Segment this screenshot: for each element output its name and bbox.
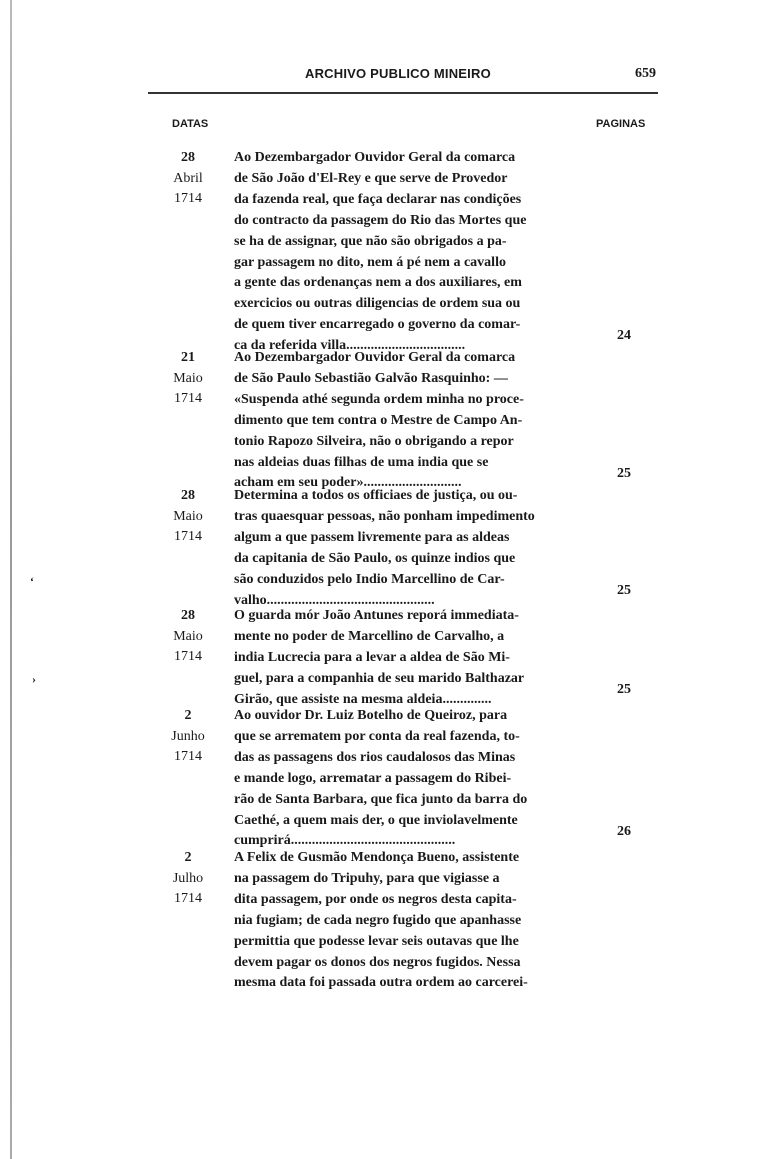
text-line: exercicios ou outras diligencias de ordem sua ou (234, 296, 521, 312)
text-line: Determina a todos os officiaes de justiça, ou ou- (234, 488, 518, 503)
text-line: devem pagar os donos dos negros fugidos. Nessa (234, 954, 521, 970)
text-line: nas aldeias duas filhas de uma india que se (234, 454, 489, 470)
text-line: permittia que podesse levar seis outavas que lhe (234, 933, 519, 949)
entry-date (140, 848, 236, 910)
entry-text (234, 486, 592, 611)
date-month: Junho (171, 728, 205, 744)
date-day: 28 (181, 608, 195, 623)
running-title: ARCHIVO PUBLICO MINEIRO (305, 66, 491, 81)
text-line: india Lucrecia para a levar a aldea de São Mi- (234, 649, 510, 665)
text-line: dita passagem, por onde os negros desta capita- (234, 891, 517, 907)
entry-page-number: 25 (617, 682, 631, 697)
margin-mark: › (32, 672, 36, 686)
entry-date (140, 706, 236, 768)
entry-page-number: 24 (617, 328, 631, 343)
text-line: tonio Rapozo Silveira, não o obrigando a repor (234, 433, 514, 449)
date-month: Julho (172, 870, 204, 886)
date-day: 2 (184, 850, 192, 865)
text-line: que se arrematem por conta da real fazenda, to- (234, 728, 520, 744)
running-head (150, 66, 660, 86)
text-line: de São Paulo Sebastião Galvão Rasquinho: — (234, 370, 508, 386)
text-line: cumprirá............................................... (234, 833, 456, 849)
entry-text (234, 148, 592, 357)
text-line: tras quaesquar pessoas, não ponham impedimento (234, 508, 535, 524)
date-day: 2 (184, 708, 192, 723)
text-line: rão de Santa Barbara, que fica junto da barra do (234, 791, 528, 807)
text-line: a gente das ordenanças nem a dos auxiliares, em (234, 275, 522, 291)
date-month: Maio (173, 628, 203, 644)
date-month: Maio (173, 508, 203, 524)
header-rule (148, 92, 658, 94)
text-line: ca da referida villa.................................. (234, 338, 466, 354)
date-year: 1714 (174, 391, 202, 406)
text-line: acham em seu poder»............................ (234, 475, 462, 491)
text-line: da fazenda real, que faça declarar nas condições (234, 191, 522, 207)
date-year: 1714 (174, 529, 202, 544)
date-day: 21 (181, 350, 195, 365)
dates-column-label: DATAS (172, 118, 209, 130)
text-line: se ha de assignar, que não são obrigados a pa- (234, 233, 507, 249)
text-line: O guarda mór João Antunes reporá immediata- (234, 608, 519, 623)
text-line: de São João d'El-Rey e que serve de Provedor (234, 170, 508, 186)
text-line: algum a que passem livremente para as aldeas (234, 529, 510, 545)
entry-page-number: 25 (617, 466, 631, 481)
date-year: 1714 (174, 191, 202, 206)
entry-text (234, 348, 592, 494)
text-line: A Felix de Gusmão Mendonça Bueno, assistente (234, 850, 520, 865)
entry-page-number: 25 (617, 583, 631, 598)
text-line: da capitania de São Paulo, os quinze indios que (234, 550, 516, 566)
text-line: guel, para a companhia de seu marido Balthazar (234, 670, 525, 686)
date-year: 1714 (174, 749, 202, 764)
date-month: Abril (173, 170, 203, 186)
text-line: do contracto da passagem do Rio das Mortes que (234, 212, 527, 228)
text-line: Girão, que assiste na mesma aldeia.............. (234, 691, 492, 707)
entry-text (234, 848, 592, 994)
text-line: nia fugiam; de cada negro fugido que apanhasse (234, 912, 522, 928)
date-month: Maio (173, 370, 203, 386)
entry-date (140, 606, 236, 668)
page-number: 659 (635, 66, 656, 81)
entry-date (140, 348, 236, 410)
date-year: 1714 (174, 649, 202, 664)
text-line: valho................................................ (234, 592, 435, 608)
text-line: mesma data foi passada outra ordem ao carcerei- (234, 975, 528, 991)
text-line: gar passagem no dito, nem á pé nem a cavallo (234, 254, 506, 270)
text-line: Ao Dezembargador Ouvidor Geral da comarca (234, 150, 516, 165)
text-line: «Suspenda athé segunda ordem minha no proce- (234, 391, 524, 407)
date-year: 1714 (174, 891, 202, 906)
text-line: de quem tiver encarregado o governo da comar- (234, 317, 521, 333)
text-line: mente no poder de Marcellino de Carvalho, a (234, 628, 505, 644)
date-day: 28 (181, 150, 195, 165)
text-line: e mande logo, arrematar a passagem do Ribei- (234, 770, 512, 786)
margin-mark: ‘ (30, 574, 34, 588)
text-line: são conduzidos pelo Indio Marcellino de Car- (234, 571, 505, 587)
entry-date (140, 148, 236, 210)
entry-text (234, 706, 592, 852)
text-line: Caethé, a quem mais der, o que inviolavelmente (234, 812, 518, 828)
entry-date (140, 486, 236, 548)
text-line: das as passagens dos rios caudalosos das Minas (234, 749, 516, 765)
text-line: dimento que tem contra o Mestre de Campo An- (234, 412, 523, 428)
text-line: Ao ouvidor Dr. Luiz Botelho de Queiroz, para (234, 708, 508, 723)
entry-page-number: 26 (617, 824, 631, 839)
text-line: Ao Dezembargador Ouvidor Geral da comarca (234, 350, 516, 365)
page-edge (10, 0, 12, 1159)
date-day: 28 (181, 488, 195, 503)
entry-text (234, 606, 592, 711)
pages-column-label: PAGINAS (596, 118, 646, 130)
text-line: na passagem do Tripuhy, para que vigiasse a (234, 870, 500, 886)
